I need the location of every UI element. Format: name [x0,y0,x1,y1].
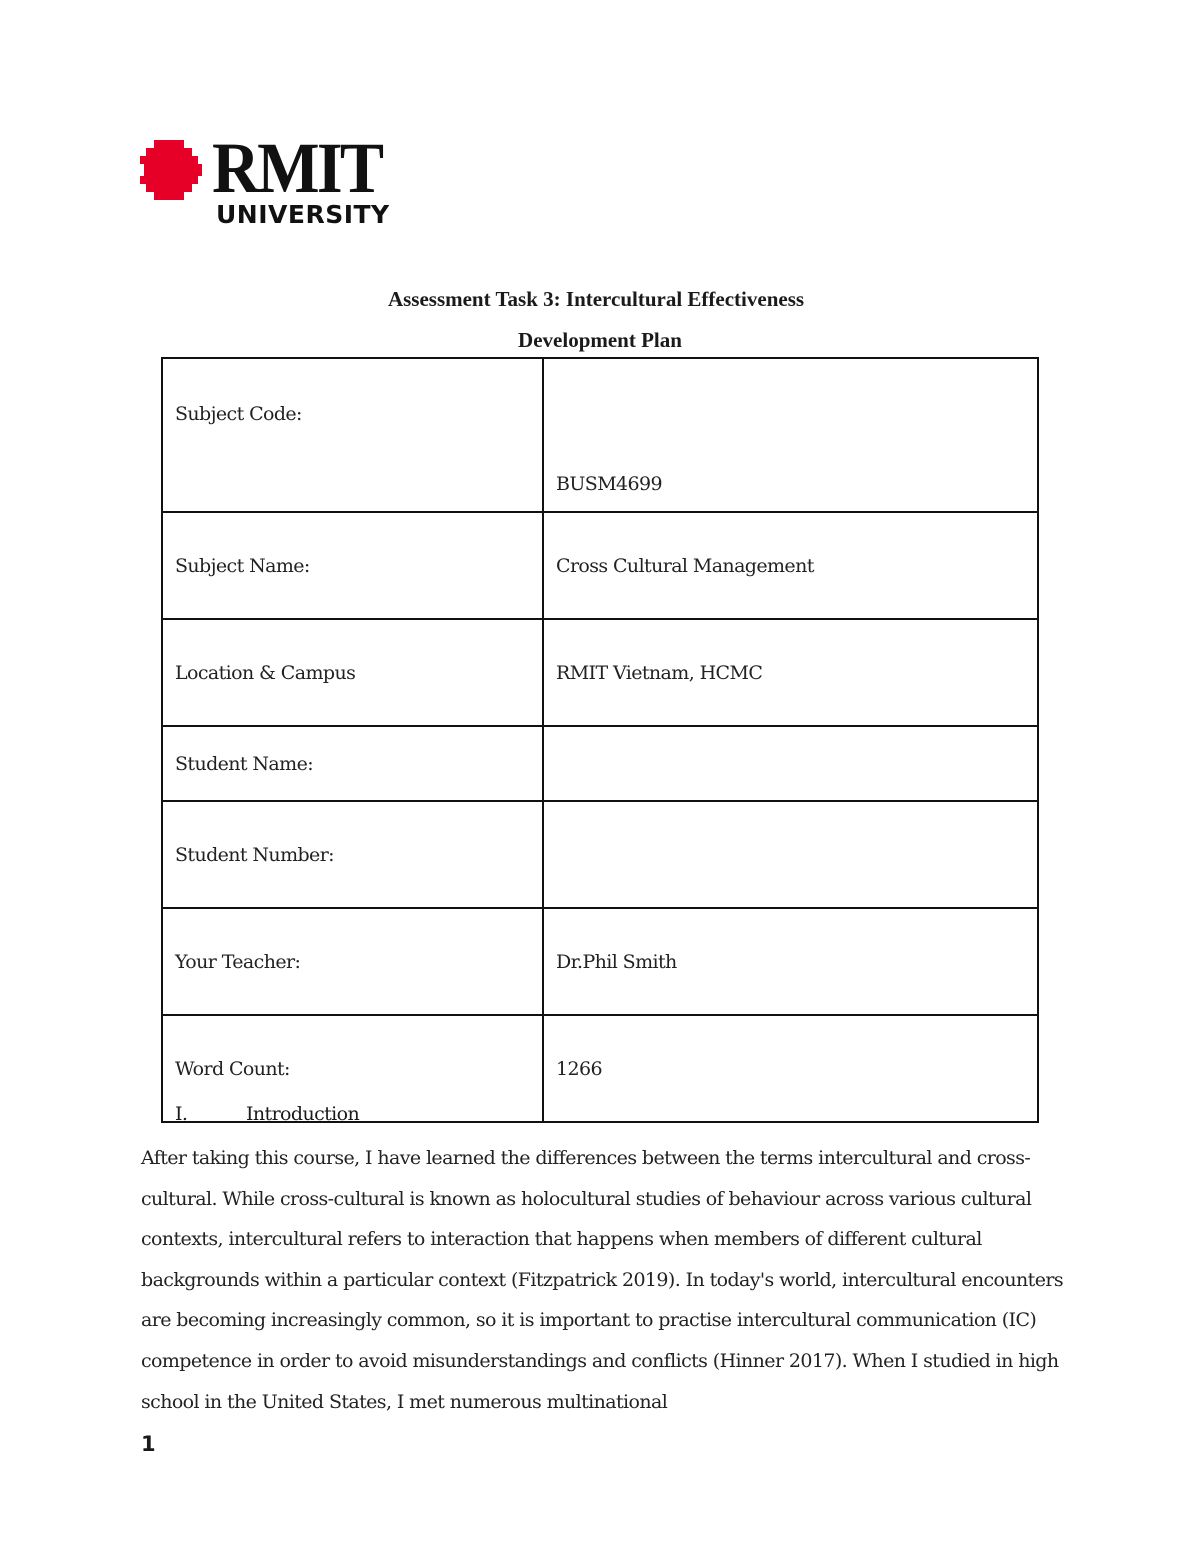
student-name-value [543,726,1038,801]
page-number: 1 [141,1432,156,1456]
document-subtitle: Development Plan [518,328,682,352]
section-number: I. [175,1103,188,1125]
table-row [162,512,1038,619]
teacher-value: Dr.Phil Smith [543,908,1038,1015]
subject-code-value: BUSM4699 [543,358,1038,512]
subject-name-label: Subject Name: [162,512,543,619]
rmit-pixel-logo-icon [140,140,202,200]
cover-info-table [161,357,1039,1123]
location-label: Location & Campus [162,619,543,726]
location-value: RMIT Vietnam, HCMC [543,619,1038,726]
table-row [162,619,1038,726]
subject-code-label: Subject Code: [162,358,543,512]
teacher-label: Your Teacher: [162,908,543,1015]
word-count-value: 1266 [543,1015,1038,1122]
document-title: Assessment Task 3: Intercultural Effectiveness [387,287,805,311]
table-row [162,801,1038,908]
word-count-label: Word Count: [162,1015,543,1122]
section-title: Introduction [246,1103,360,1125]
rmit-logo [140,128,400,238]
logo-subtitle: UNIVERSITY [216,200,390,229]
table-row [162,908,1038,1015]
student-number-label: Student Number: [162,801,543,908]
student-name-label: Student Name: [162,726,543,801]
logo-wordmark: RMIT [212,128,382,208]
subject-name-value: Cross Cultural Management [543,512,1038,619]
table-row [162,726,1038,801]
body-paragraph: After taking this course, I have learned the differences between the terms intercultural and cross-cultural. While cross-cultural is known as holocultural studies of behaviour across various cultural contexts, intercultural refers to interaction that happens when members of different cultural backgrounds within a particular context (Fitzpatrick 2019). In today's world, intercultural encounters are becoming increasingly common, so it is important to practise intercultural communication (IC) competence in order to avoid misunderstandings and conflicts (Hinner 2017). When I studied in high school in the United States, I met numerous multinational [141,1147,1063,1413]
section-heading [175,1103,359,1125]
student-number-value [543,801,1038,908]
table-row [162,358,1038,512]
